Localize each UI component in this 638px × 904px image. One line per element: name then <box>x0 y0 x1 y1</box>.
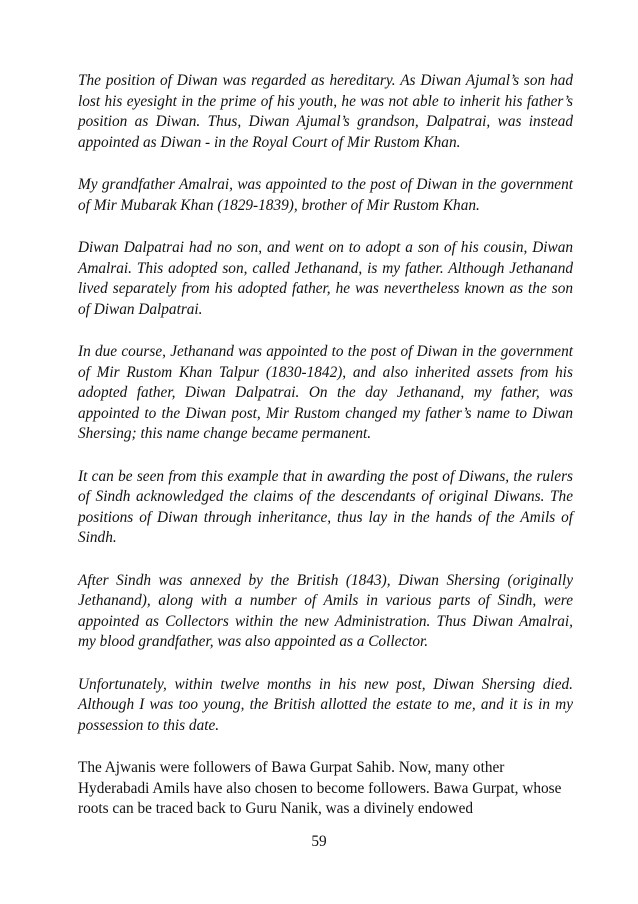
paragraph-estate-allotted: Unfortunately, within twelve months in his new post, Diwan Shersing died. Although I was too young, the British allotted the estate to me, and it is in my possession to this date. <box>78 675 573 734</box>
paragraph-adoption: Diwan Dalpatrai had no son, and went on to adopt a son of his cousin, Diwan Amalrai. This adopted son, called Jethanand, is my father. Although Jethanand lived separately from his adopted father, he was nevertheless known as the son of Diwan Dalpatrai. <box>78 239 573 318</box>
paragraph-diwan-hereditary: The position of Diwan was regarded as hereditary. As Diwan Ajumal’s son had lost his eyesight in the prime of his youth, he was not able to inherit his father’s position as Diwan. Thus, Diwan Ajumal’s grandson, Dalpatrai, was instead appointed as Diwan - in the Royal Court of Mir Rustom Khan. <box>78 72 573 151</box>
paragraph-bawa-gurpat: The Ajwanis were followers of Bawa Gurpat Sahib. Now, many other Hyderabadi Amils have also chosen to become followers. Bawa Gurpat, whose roots can be traced back to Guru Nanik, was a divinely endowed <box>78 759 562 817</box>
paragraph-grandfather-amalrai: My grandfather Amalrai, was appointed to the post of Diwan in the government of Mir Mubarak Khan (1829-1839), brother of Mir Rustom Khan. <box>78 176 573 214</box>
paragraph-rulers-acknowledged: It can be seen from this example that in awarding the post of Diwans, the rulers of Sindh acknowledged the claims of the descendants of original Diwans. The positions of Diwan through inheritance, thus lay in the hands of the Amils of Sindh. <box>78 467 573 546</box>
body-text <box>78 71 573 842</box>
paragraph-british-annexation: After Sindh was annexed by the British (1843), Diwan Shersing (originally Jethanand), along with a number of Amils in various parts of Sindh, were appointed as Collectors within the new Administration. Thus Diwan Amalrai, my blood grandfather, was also appointed as a Collector. <box>78 571 573 650</box>
paragraph-jethanand-appointment: In due course, Jethanand was appointed to the post of Diwan in the government of Mir Rustom Khan Talpur (1830-1842), and also inherited assets from his adopted father, Diwan Dalpatrai. On the day Jethanand, my father, was appointed to the Diwan post, Mir Rustom changed my father’s name to Diwan Shersing; this name change became permanent. <box>78 343 573 442</box>
page-number: 59 <box>311 833 327 850</box>
